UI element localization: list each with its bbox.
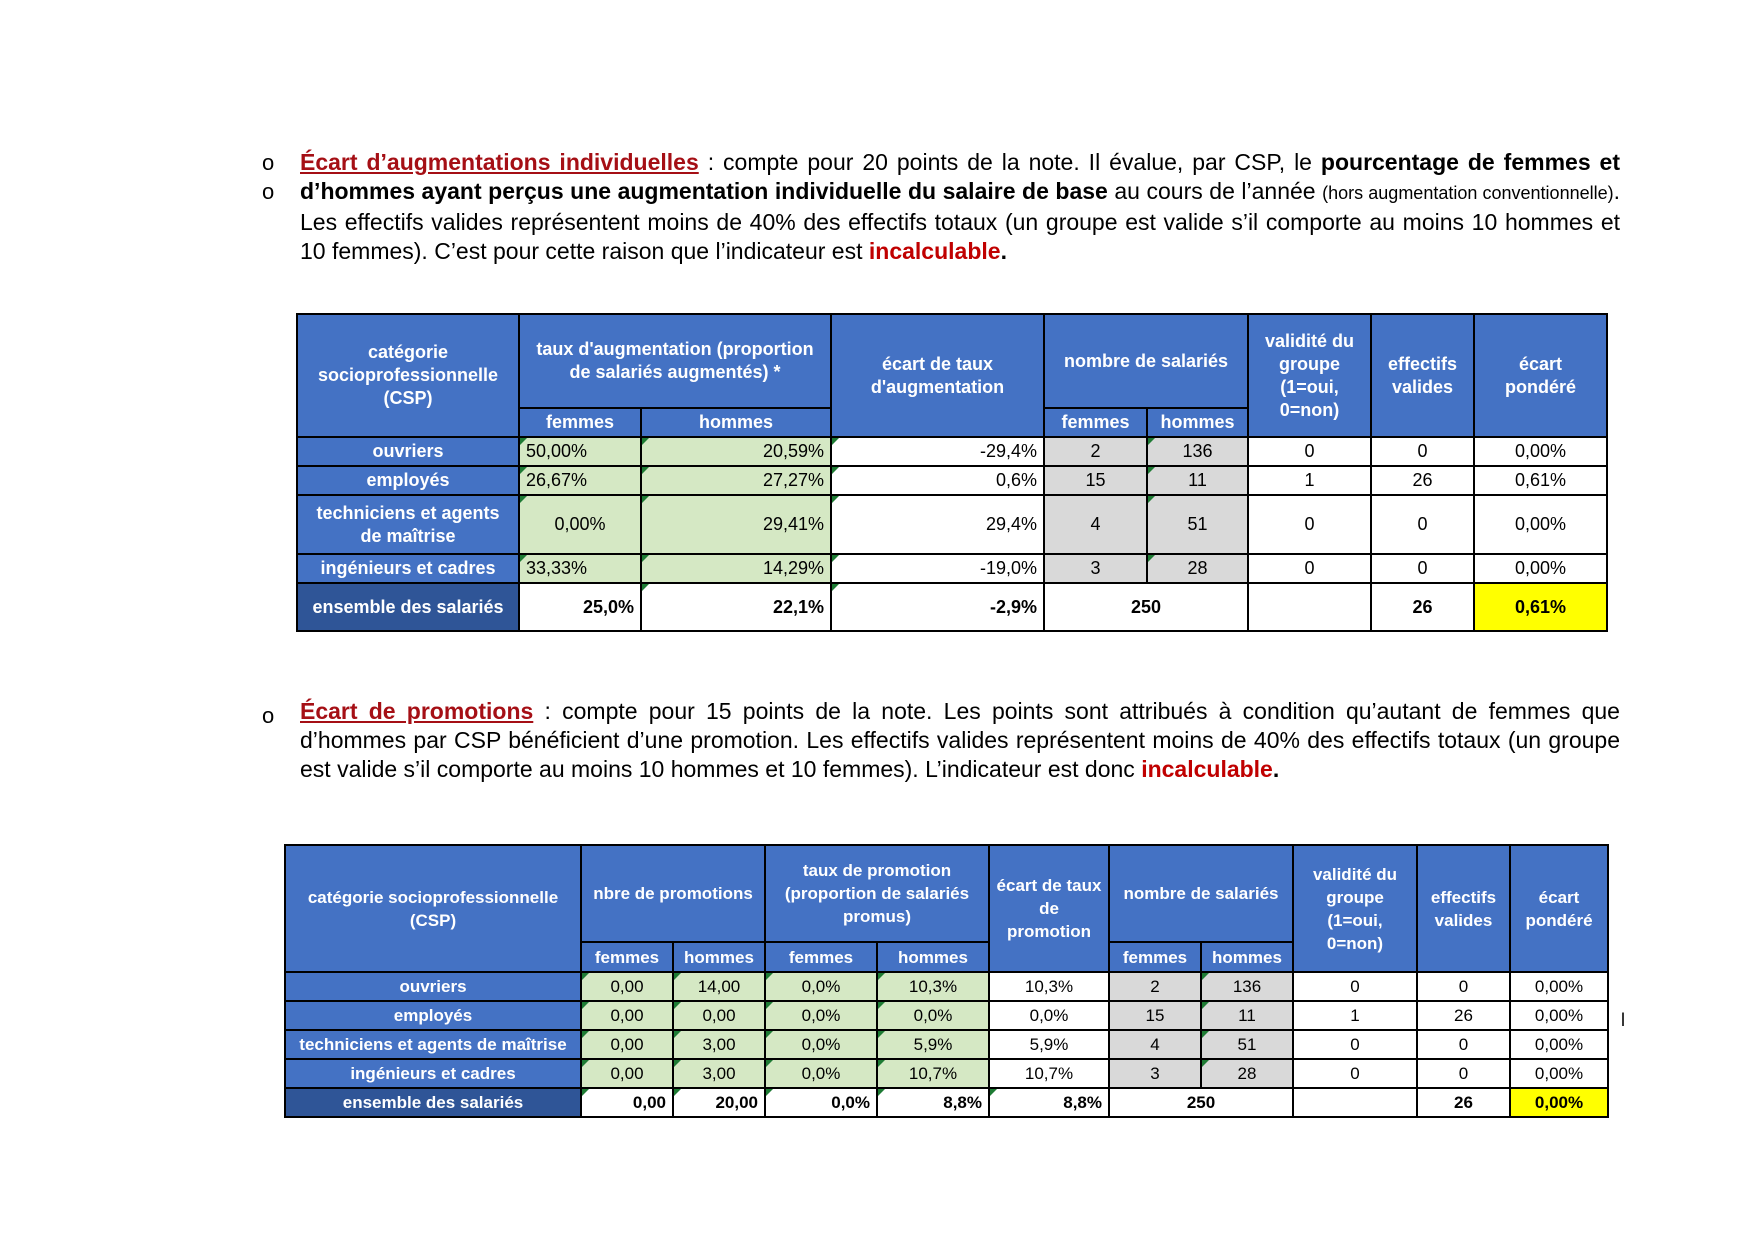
cell-taux-hommes[interactable]: 20,59% [641,437,831,466]
cell-taux-hommes[interactable]: 0,0% [877,1001,989,1030]
header-hommes: hommes [1147,408,1248,437]
header-femmes: femmes [581,942,673,972]
table-row [285,1059,1608,1088]
cell-nombre-femmes[interactable]: 4 [1109,1030,1201,1059]
cell-promo-hommes[interactable]: 3,00 [673,1030,765,1059]
cell-effectifs[interactable]: 26 [1417,1001,1510,1030]
cell-taux-hommes[interactable]: 10,7% [877,1059,989,1088]
row-label: ouvriers [285,972,581,1001]
row-label: ingénieurs et cadres [297,554,519,583]
cell-promo-femmes[interactable]: 0,00 [581,972,673,1001]
cell-effectifs[interactable]: 0 [1417,972,1510,1001]
cell-promo-femmes[interactable]: 0,00 [581,1030,673,1059]
incalculable-label: incalculable [868,238,1001,264]
cell-taux-femmes[interactable]: 0,0% [765,972,877,1001]
section-title-augmentations[interactable]: Écart d’augmentations individuelles [300,149,699,175]
table-row [285,1001,1608,1030]
cell-pondere[interactable]: 0,00% [1510,1001,1608,1030]
cell-effectifs[interactable]: 0 [1371,554,1474,583]
cell-taux-femmes[interactable]: 0,0% [765,1059,877,1088]
cell-pondere[interactable]: 0,00% [1474,437,1607,466]
cell-taux-hommes[interactable]: 27,27% [641,466,831,495]
cell-validite[interactable]: 0 [1248,437,1371,466]
cell-total-nombre[interactable]: 250 [1044,583,1248,631]
table-total-row [297,583,1607,631]
augmentations-table [296,313,1608,632]
table-total-row [285,1088,1608,1117]
cell-validite[interactable]: 0 [1248,495,1371,554]
header-ecart: écart de taux de promotion [989,845,1109,972]
cell-total-promo-hommes[interactable]: 20,00 [673,1088,765,1117]
cell-total-pondere[interactable]: 0,61% [1474,583,1607,631]
text-fragment: . [1000,238,1007,264]
header-csp: catégorie socioprofessionnelle (CSP) [285,845,581,972]
table-row [297,437,1607,466]
header-effectifs: effectifs valides [1417,845,1510,972]
cell-pondere[interactable]: 0,00% [1474,554,1607,583]
cell-total-pondere[interactable]: 0,00% [1510,1088,1608,1117]
cell-total-ecart[interactable]: 8,8% [989,1088,1109,1117]
cell-nombre-hommes[interactable]: 51 [1201,1030,1293,1059]
cell-validite[interactable]: 1 [1248,466,1371,495]
cell-total-promo-femmes[interactable]: 0,00 [581,1088,673,1117]
cell-taux-femmes[interactable]: 50,00% [519,437,641,466]
header-nbre: nbre de promotions [581,845,765,942]
cell-validite[interactable]: 0 [1293,1030,1417,1059]
text-fragment: . Les effectifs valides représentent moins de 40% des effectifs totaux (un groupe est valide s’il comporte au moins 10 hommes et 10 femmes). C’est pour cette raison que l’indicateur est [300,178,1620,264]
row-label: employés [285,1001,581,1030]
cell-pondere[interactable]: 0,00% [1510,1059,1608,1088]
cell-ecart[interactable]: 0,6% [831,466,1044,495]
cell-nombre-hommes[interactable]: 51 [1147,495,1248,554]
header-hommes: hommes [641,408,831,437]
cell-total-taux-femmes[interactable]: 25,0% [519,583,641,631]
table-row [297,554,1607,583]
cell-ecart[interactable]: 0,0% [989,1001,1109,1030]
header-nombre: nombre de salariés [1044,314,1248,408]
cell-total-taux-femmes[interactable]: 0,0% [765,1088,877,1117]
cell-total-taux-hommes[interactable]: 8,8% [877,1088,989,1117]
header-ecart: écart de taux d'augmentation [831,314,1044,437]
total-row-label: ensemble des salariés [285,1088,581,1117]
header-pondere: écart pondéré [1510,845,1608,972]
cell-nombre-femmes[interactable]: 3 [1044,554,1147,583]
cell-ecart[interactable]: 10,7% [989,1059,1109,1088]
cell-promo-hommes[interactable]: 0,00 [673,1001,765,1030]
cell-effectifs[interactable]: 0 [1417,1030,1510,1059]
table-row [285,972,1608,1001]
text-fragment: : compte pour 20 points de la note. Il évalue, par CSP, le [698,149,1321,175]
cell-taux-hommes[interactable]: 5,9% [877,1030,989,1059]
section-promotions-text [300,697,1620,784]
row-label: techniciens et agents de maîtrise [297,495,519,554]
header-validite: validité du groupe (1=oui, 0=non) [1248,314,1371,437]
section-title-promotions[interactable]: Écart de promotions [300,698,534,724]
total-row-label: ensemble des salariés [297,583,519,631]
cell-promo-femmes[interactable]: 0,00 [581,1001,673,1030]
cell-ecart[interactable]: -19,0% [831,554,1044,583]
header-nombre: nombre de salariés [1109,845,1293,942]
bullet-marker: o [262,703,275,728]
cell-effectifs[interactable]: 0 [1417,1059,1510,1088]
cell-ecart[interactable]: 29,4% [831,495,1044,554]
cell-taux-femmes[interactable]: 0,0% [765,1001,877,1030]
cell-taux-femmes[interactable]: 0,0% [765,1030,877,1059]
incalculable-label: incalculable [1141,756,1273,782]
cell-nombre-hommes[interactable]: 11 [1147,466,1248,495]
text-fragment: : compte pour 15 points de la note. Les points sont attribués à condition qu’autant de femmes que d’hommes par CSP bénéficient d’une promotion. Les effectifs valides représentent moins de 40% des effectifs totaux (un groupe est valide s’il comporte au moins 10 hommes et 10 femmes). L’indicateur est donc [300,698,1620,782]
cell-nombre-hommes[interactable]: 28 [1147,554,1248,583]
cell-pondere[interactable]: 0,00% [1474,495,1607,554]
cell-total-validite[interactable] [1248,583,1371,631]
header-taux: taux de promotion (proportion de salariés promus) [765,845,989,942]
cell-nombre-femmes[interactable]: 3 [1109,1059,1201,1088]
row-label: employés [297,466,519,495]
bullet-marker: o [262,179,275,204]
header-hommes: hommes [877,942,989,972]
row-label: ouvriers [297,437,519,466]
cell-nombre-femmes[interactable]: 4 [1044,495,1147,554]
section-augmentations-text [300,148,1620,266]
cell-taux-hommes[interactable]: 14,29% [641,554,831,583]
cell-taux-hommes[interactable]: 10,3% [877,972,989,1001]
table-row [285,1030,1608,1059]
cell-ecart[interactable]: 10,3% [989,972,1109,1001]
cell-validite[interactable]: 0 [1248,554,1371,583]
cell-total-ecart[interactable]: -2,9% [831,583,1044,631]
cell-total-effectifs[interactable]: 26 [1371,583,1474,631]
cell-validite[interactable]: 0 [1293,972,1417,1001]
cell-ecart[interactable]: -29,4% [831,437,1044,466]
cell-pondere[interactable]: 0,00% [1510,1030,1608,1059]
cell-taux-femmes[interactable]: 26,67% [519,466,641,495]
small-fragment: (hors augmentation conventionnelle) [1322,183,1614,203]
cell-effectifs[interactable]: 26 [1371,466,1474,495]
cell-effectifs[interactable]: 0 [1371,495,1474,554]
cell-ecart[interactable]: 5,9% [989,1030,1109,1059]
row-label: ingénieurs et cadres [285,1059,581,1088]
cell-taux-hommes[interactable]: 29,41% [641,495,831,554]
cell-pondere[interactable]: 0,00% [1510,972,1608,1001]
cell-promo-hommes[interactable]: 14,00 [673,972,765,1001]
cell-taux-femmes[interactable]: 33,33% [519,554,641,583]
row-label: techniciens et agents de maîtrise [285,1030,581,1059]
cell-effectifs[interactable]: 0 [1371,437,1474,466]
table-row [297,466,1607,495]
cell-nombre-hommes[interactable]: 11 [1201,1001,1293,1030]
bold-fragment: pourcentage de femmes et d’hommes ayant perçus une augmentation individuelle du salaire de base [300,149,1620,204]
cell-nombre-hommes[interactable]: 28 [1201,1059,1293,1088]
cell-nombre-femmes[interactable]: 2 [1109,972,1201,1001]
text-fragment: . [1272,756,1280,782]
promotions-table [284,844,1609,1118]
cell-nombre-femmes[interactable]: 15 [1109,1001,1201,1030]
header-femmes: femmes [765,942,877,972]
header-femmes: femmes [1109,942,1201,972]
header-validite: validité du groupe (1=oui, 0=non) [1293,845,1417,972]
cell-taux-femmes[interactable]: 0,00% [519,495,641,554]
cell-nombre-hommes[interactable]: 136 [1201,972,1293,1001]
cell-total-effectifs[interactable]: 26 [1417,1088,1510,1117]
cell-total-validite[interactable] [1293,1088,1417,1117]
table-row [297,495,1607,554]
header-pondere: écart pondéré [1474,314,1607,437]
header-femmes: femmes [1044,408,1147,437]
cropped-edge-fragment: l [1621,1010,1625,1030]
header-csp: catégorie socioprofessionnelle (CSP) [297,314,519,437]
cell-validite[interactable]: 1 [1293,1001,1417,1030]
header-taux: taux d'augmentation (proportion de salariés augmentés) * [519,314,831,408]
cell-total-nombre[interactable]: 250 [1109,1088,1293,1117]
cell-total-taux-hommes[interactable]: 22,1% [641,583,831,631]
header-hommes: hommes [673,942,765,972]
cell-nombre-femmes[interactable]: 15 [1044,466,1147,495]
text-fragment: au cours de l’année [1107,178,1323,204]
cell-pondere[interactable]: 0,61% [1474,466,1607,495]
cell-validite[interactable]: 0 [1293,1059,1417,1088]
cell-nombre-hommes[interactable]: 136 [1147,437,1248,466]
cell-promo-femmes[interactable]: 0,00 [581,1059,673,1088]
header-hommes: hommes [1201,942,1293,972]
cell-promo-hommes[interactable]: 3,00 [673,1059,765,1088]
header-femmes: femmes [519,408,641,437]
bullet-marker: o [262,150,275,175]
cell-nombre-femmes[interactable]: 2 [1044,437,1147,466]
header-effectifs: effectifs valides [1371,314,1474,437]
